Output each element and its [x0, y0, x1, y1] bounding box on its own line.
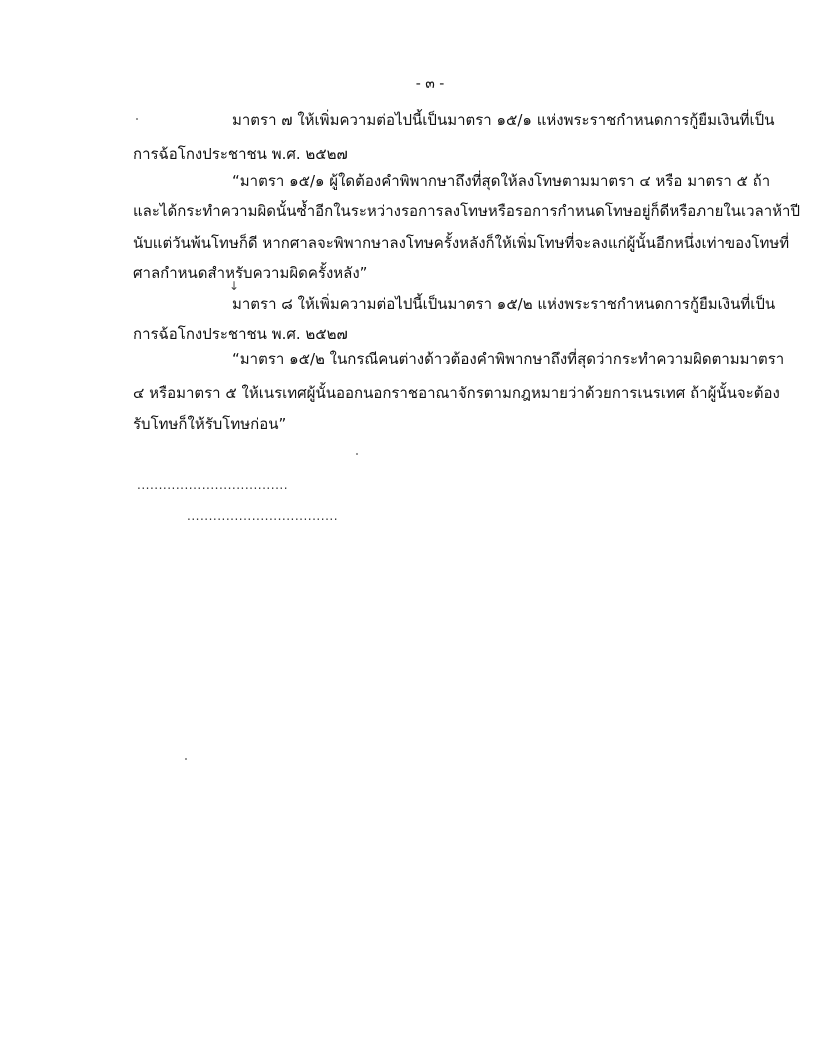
- paragraph-line-7: มาตรา ๘ ให้เพิ่มความต่อไปนี้เป็นมาตรา ๑๕/๒ แห่งพระราชกำหนดการกู้ยืมเงินที่เป็น: [232, 295, 776, 313]
- paragraph-line-4: และได้กระทำความผิดนั้นซ้ำอีกในระหว่างรอการลงโทษหรือรอการกำหนดโทษอยู่ก็ดีหรือภายในเวลาห้าปี: [133, 202, 800, 220]
- paragraph-line-9: “มาตรา ๑๕/๒ ในกรณีคนต่างด้าวต้องคำพิพากษาถึงที่สุดว่ากระทำความผิดตามมาตรา: [232, 350, 785, 368]
- paragraph-line-10: ๔ หรือมาตรา ๕ ให้เนรเทศผู้นั้นออกนอกราชอาณาจักรตามกฎหมายว่าด้วยการเนรเทศ ถ้าผู้นั้นจะต้อง: [133, 384, 780, 402]
- scan-speck: [136, 118, 138, 120]
- scan-speck: [356, 453, 358, 455]
- dotted-line-2: ...................................: [187, 509, 339, 523]
- paragraph-line-2: การฉ้อโกงประชาชน พ.ศ. ๒๕๒๗: [133, 145, 348, 163]
- margin-arrow-mark: ↓: [229, 279, 240, 293]
- dotted-line-1: ...................................: [137, 478, 289, 492]
- paragraph-line-5: นับแต่วันพ้นโทษก็ดี หากศาลจะพิพากษาลงโทษครั้งหลังก็ให้เพิ่มโทษที่จะลงแก่ผู้นั้นอีกหนึ่งเท่าของโทษที่: [133, 234, 790, 252]
- paragraph-line-6: ศาลกำหนดสำหรับความผิดครั้งหลัง”: [133, 264, 368, 282]
- paragraph-line-1: มาตรา ๗ ให้เพิ่มความต่อไปนี้เป็นมาตรา ๑๕/๑ แห่งพระราชกำหนดการกู้ยืมเงินที่เป็น: [232, 111, 775, 129]
- paragraph-line-3: “มาตรา ๑๕/๑ ผู้ใดต้องคำพิพากษาถึงที่สุดให้ลงโทษตามมาตรา ๔ หรือ มาตรา ๕ ถ้า: [232, 172, 771, 190]
- paragraph-line-8: การฉ้อโกงประชาชน พ.ศ. ๒๕๒๗: [133, 325, 348, 343]
- paragraph-line-11: รับโทษก็ให้รับโทษก่อน”: [133, 415, 287, 433]
- page-number: - ๓ -: [415, 76, 445, 92]
- scan-speck: [185, 758, 187, 760]
